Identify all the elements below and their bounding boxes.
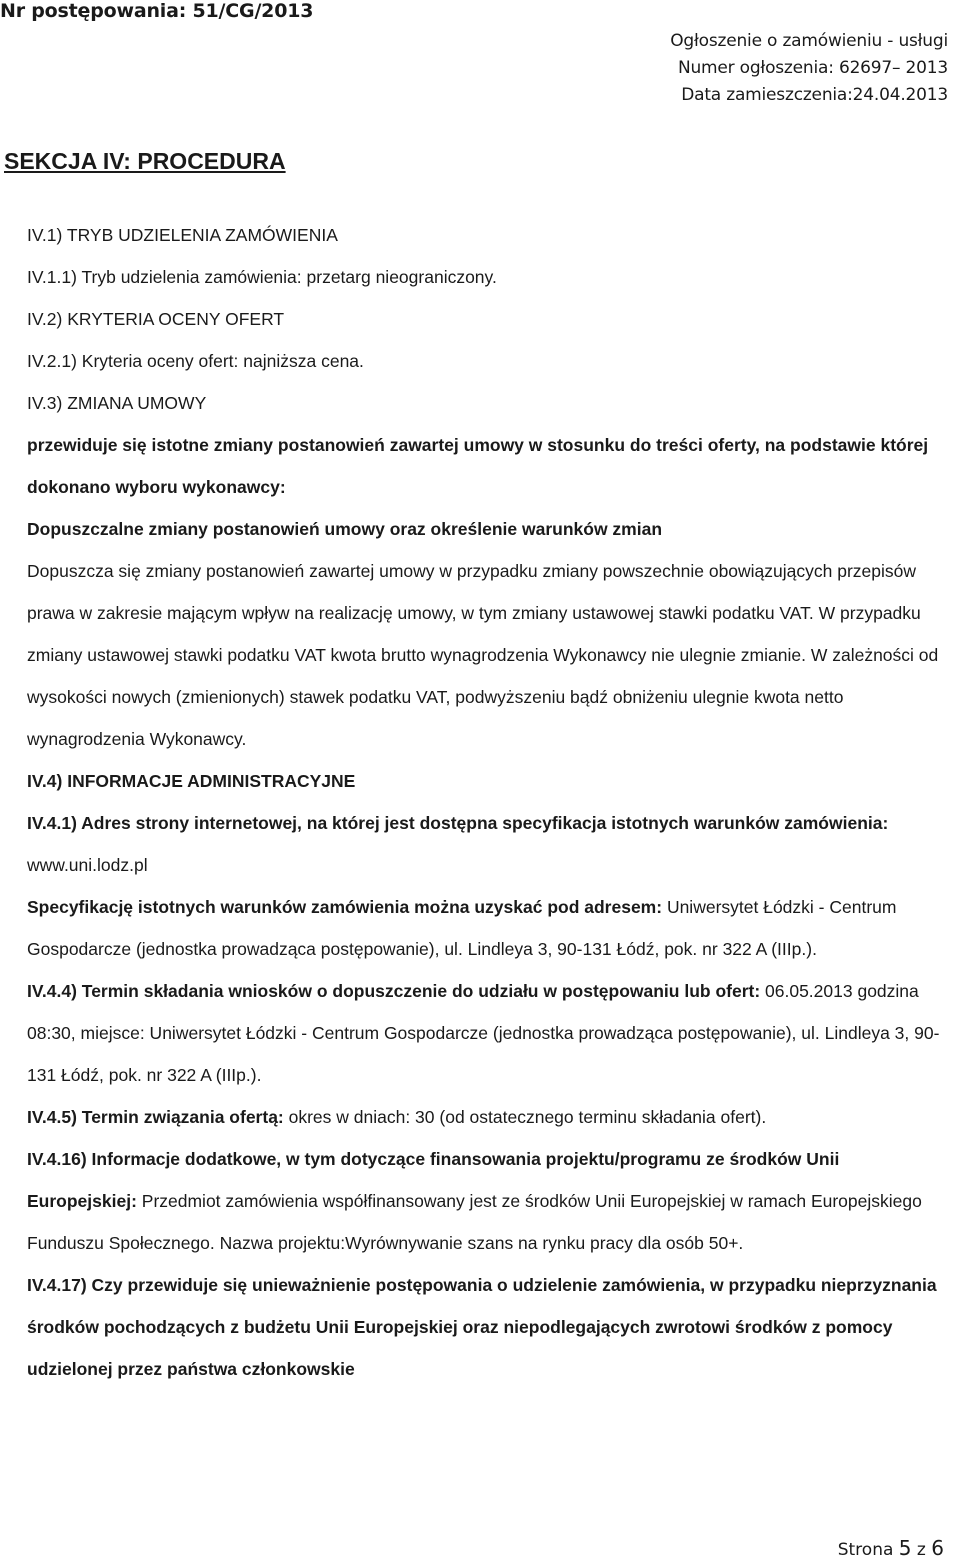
iv4-1-label: IV.4.1) Adres strony internetowej, na której jest dostępna specyfikacja istotnych warunków zamówienia: (27, 813, 889, 833)
iv4-17-paragraph: IV.4.17) Czy przewiduje się unieważnienie postępowania o udzielenie zamówienia, w przypadku nieprzyznania środków pochodzących z budżetu Unii Europejskiej oraz niepodlegających zwrotowi środków z pomocy udzielonej przez państwa członkowskie (27, 1275, 937, 1379)
page-footer (838, 1536, 944, 1560)
iv3-text: Dopuszcza się zmiany postanowień zawartej umowy w przypadku zmiany powszechnie obowiązujących przepisów prawa w zakresie mającym wpływ na realizację umowy, w tym zmiany ustawowej stawki podatku VAT. W przypadku zmiany ustawowej stawki podatku VAT kwota brutto wynagrodzenia Wykonawcy nie ulegnie zmianie. W zależności od wysokości nowych (zmienionych) stawek podatku VAT, podwyższeniu bądź obniżeniu ulegnie kwota netto wynagrodzenia Wykonawcy. (27, 561, 939, 749)
iv4-heading: IV.4) INFORMACJE ADMINISTRACYJNE (27, 771, 356, 791)
iv4-5-paragraph (27, 1096, 952, 1138)
footer-total-pages: 6 (931, 1536, 944, 1560)
iv4-16-paragraph (27, 1138, 952, 1264)
iv4-1-paragraph (27, 802, 952, 886)
iv2-heading: IV.2) KRYTERIA OCENY OFERT (27, 309, 285, 329)
footer-page-number: 5 (898, 1536, 912, 1560)
iv1-1-label: IV.1.1) Tryb udzielenia zamówienia: (27, 267, 302, 287)
footer-strona: Strona (837, 1540, 899, 1560)
document-body (27, 214, 952, 1390)
iv2-1-paragraph (27, 340, 952, 382)
iv4-16-value: Przedmiot zamówienia współfinansowany jest ze środków Unii Europejskiej w ramach Europejskiego Funduszu Społecznego. Nazwa projektu:Wyrównywanie szans na rynku pracy dla osób 50+. (27, 1191, 922, 1253)
iv4-4-value: 06.05.2013 godzina 08:30, miejsce: Uniwersytet Łódzki - Centrum Gospodarcze (jednostka prowadząca postępowanie), ul. Lindleya 3, 90-131 Łódź, pok. nr 322 A (IIIp.). (27, 981, 940, 1085)
iv4-4-label: IV.4.4) Termin składania wniosków o dopuszczenie do udziału w postępowaniu lub ofert: (27, 981, 761, 1001)
iv3-sub: Dopuszczalne zmiany postanowień umowy oraz określenie warunków zmian (27, 519, 663, 539)
iv4-5-value: okres w dniach: 30 (od ostatecznego terminu składania ofert). (283, 1107, 767, 1127)
iv1-1-paragraph (27, 256, 952, 298)
iv4-1-value: www.uni.lodz.pl (27, 855, 148, 875)
iv4-16-label: IV.4.16) Informacje dodatkowe, w tym dotyczące finansowania projektu/programu ze środków Unii Europejskiej: (27, 1149, 840, 1211)
iv1-1-value: przetarg nieograniczony. (301, 267, 497, 287)
iv3-heading: IV.3) ZMIANA UMOWY (27, 393, 207, 413)
spec-value: Uniwersytet Łódzki - Centrum Gospodarcze (jednostka prowadząca postępowanie), ul. Lindleya 3, 90-131 Łódź, pok. nr 322 A (IIIp.). (27, 897, 897, 959)
iv4-5-label: IV.4.5) Termin związania ofertą: (27, 1107, 284, 1127)
case-number: Nr postępowania: 51/CG/2013 (0, 0, 314, 22)
notice-type: Ogłoszenie o zamówieniu - usługi (670, 31, 948, 51)
iv4-4-paragraph (27, 970, 952, 1096)
notice-number: Numer ogłoszenia: 62697– 2013 (677, 58, 948, 78)
iv3-intro: przewiduje się istotne zmiany postanowień zawartej umowy w stosunku do treści oferty, na podstawie której dokonano wyboru wykonawcy: (27, 435, 929, 497)
publication-date: Data zamieszczenia:24.04.2013 (681, 85, 948, 105)
iv2-1-label: IV.2.1) Kryteria oceny ofert: (27, 351, 239, 371)
footer-of: z (911, 1540, 932, 1560)
section-title: SEKCJA IV: PROCEDURA (4, 148, 286, 174)
spec-paragraph (27, 886, 952, 970)
iv2-1-value: najniższa cena. (238, 351, 364, 371)
spec-label: Specyfikację istotnych warunków zamówienia można uzyskać pod adresem: (27, 897, 663, 917)
iv1-heading: IV.1) TRYB UDZIELENIA ZAMÓWIENIA (27, 225, 338, 245)
notice-info (670, 28, 948, 109)
